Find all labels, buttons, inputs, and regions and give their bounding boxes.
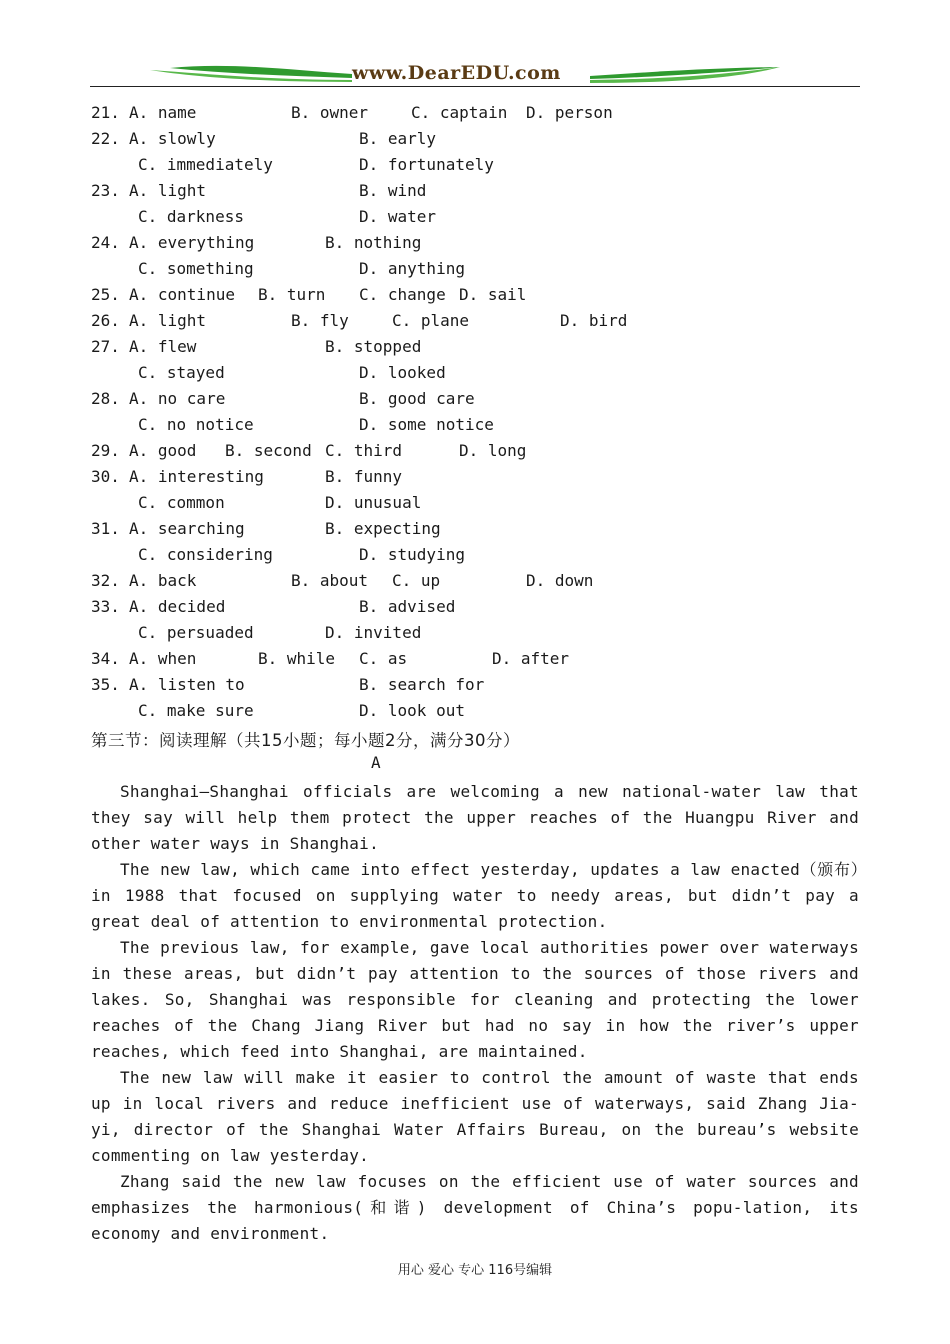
answer-option: B. expecting [325,519,441,538]
question-number: 23. [91,181,120,200]
answer-option: C. stayed [138,363,225,382]
answer-option: D. anything [359,259,465,278]
passage-paragraph: The previous law, for example, gave local authorities power over waterways in these areas, but didn’t pay attention to the sources of those rivers and lakes. So, Shanghai was responsible for cleaning and protecting the lower reaches of the Chang Jiang River but had no say in how the river’s upper reaches, which feed into Shanghai, are maintained. [91,938,859,1061]
question-number: 28. [91,389,120,408]
answer-option: A. good [129,441,197,460]
answer-option: B. funny [325,467,403,486]
answer-option: A. light [129,311,207,330]
question-number: 21. [91,103,120,122]
answer-option: C. plane [392,311,470,330]
answer-option: A. when [129,649,197,668]
answer-option: A. flew [129,337,197,356]
answer-option: D. fortunately [359,155,494,174]
answer-option: D. invited [325,623,422,642]
header-rule [90,86,860,87]
answer-option: A. light [129,181,207,200]
answer-option: C. no notice [138,415,254,434]
answer-option: A. back [129,571,197,590]
question-number: 30. [91,467,120,486]
answer-option: A. searching [129,519,245,538]
question-number: 22. [91,129,120,148]
page-footer: 用心 爱心 专心 116号编辑 [397,1263,553,1278]
answer-option: C. change [359,285,446,304]
answer-option: D. looked [359,363,446,382]
answer-option: C. something [138,259,254,278]
answer-option: D. water [359,207,437,226]
question-number: 33. [91,597,120,616]
answer-option: A. listen to [129,675,245,694]
question-number: 31. [91,519,120,538]
question-number: 34. [91,649,120,668]
answer-option: A. name [129,103,197,122]
question-number: 32. [91,571,120,590]
answer-option: B. about [291,571,369,590]
answer-option: D. studying [359,545,465,564]
answer-option: C. considering [138,545,273,564]
site-logo-text: www.DearEDU.com [352,62,561,84]
answer-option: B. owner [291,103,369,122]
answer-option: D. unusual [325,493,422,512]
reading-passage [91,779,859,1247]
page-header [90,58,860,90]
answer-option: C. make sure [138,701,254,720]
answer-option: C. captain [411,103,508,122]
question-number: 24. [91,233,120,252]
answer-option: A. slowly [129,129,216,148]
answer-option: A. continue [129,285,235,304]
answer-option: D. sail [459,285,527,304]
question-number: 27. [91,337,120,356]
answer-option: C. immediately [138,155,273,174]
answer-option: B. good care [359,389,475,408]
passage-paragraph: The new law will make it easier to control the amount of waste that ends up in local rivers and reduce inefficient use of waterways, said Zhang Jia-yi, director of the Shanghai Water Affairs Bureau, on the bureau’s website commenting on law yesterday. [91,1068,859,1165]
answer-option: A. no care [129,389,226,408]
answer-option: B. wind [359,181,427,200]
answer-option: C. persuaded [138,623,254,642]
answer-option: B. second [225,441,312,460]
answer-option: A. decided [129,597,226,616]
answer-option: A. everything [129,233,255,252]
passage-label: A [371,753,381,772]
answer-option: C. common [138,493,225,512]
passage-paragraph: Shanghai—Shanghai officials are welcoming a new national-water law that they say will help them protect the upper reaches of the Huangpu River and other water ways in Shanghai. [91,782,859,853]
passage-paragraph: Zhang said the new law focuses on the efficient use of water sources and emphasizes the harmonious(和谐) development of China’s popu-lation, its economy and environment. [91,1172,859,1243]
answer-option: D. down [526,571,594,590]
answer-option: D. bird [560,311,628,330]
passage-paragraph: The new law, which came into effect yesterday, updates a law enacted（颁布）in 1988 that focused on supplying water to needy areas, but didn’t pay a great deal of attention to environmental protection. [91,860,859,931]
answer-option: B. search for [359,675,485,694]
answer-option: C. darkness [138,207,244,226]
answer-option: B. early [359,129,437,148]
answer-option: C. third [325,441,403,460]
answer-option: B. while [258,649,336,668]
answer-option: C. up [392,571,441,590]
answer-option: C. as [359,649,408,668]
answer-option: D. long [459,441,527,460]
answer-option: B. advised [359,597,456,616]
question-number: 35. [91,675,120,694]
answer-option: B. stopped [325,337,422,356]
answer-option: B. turn [258,285,326,304]
answer-option: B. nothing [325,233,422,252]
answer-option: D. some notice [359,415,494,434]
answer-option: D. person [526,103,613,122]
question-number: 26. [91,311,120,330]
answer-option: D. after [492,649,570,668]
answer-option: A. interesting [129,467,264,486]
section-title: 第三节：阅读理解（共15小题；每小题2分，满分30分） [91,731,520,750]
answer-option: D. look out [359,701,465,720]
answer-option: B. fly [291,311,349,330]
question-number: 25. [91,285,120,304]
question-number: 29. [91,441,120,460]
